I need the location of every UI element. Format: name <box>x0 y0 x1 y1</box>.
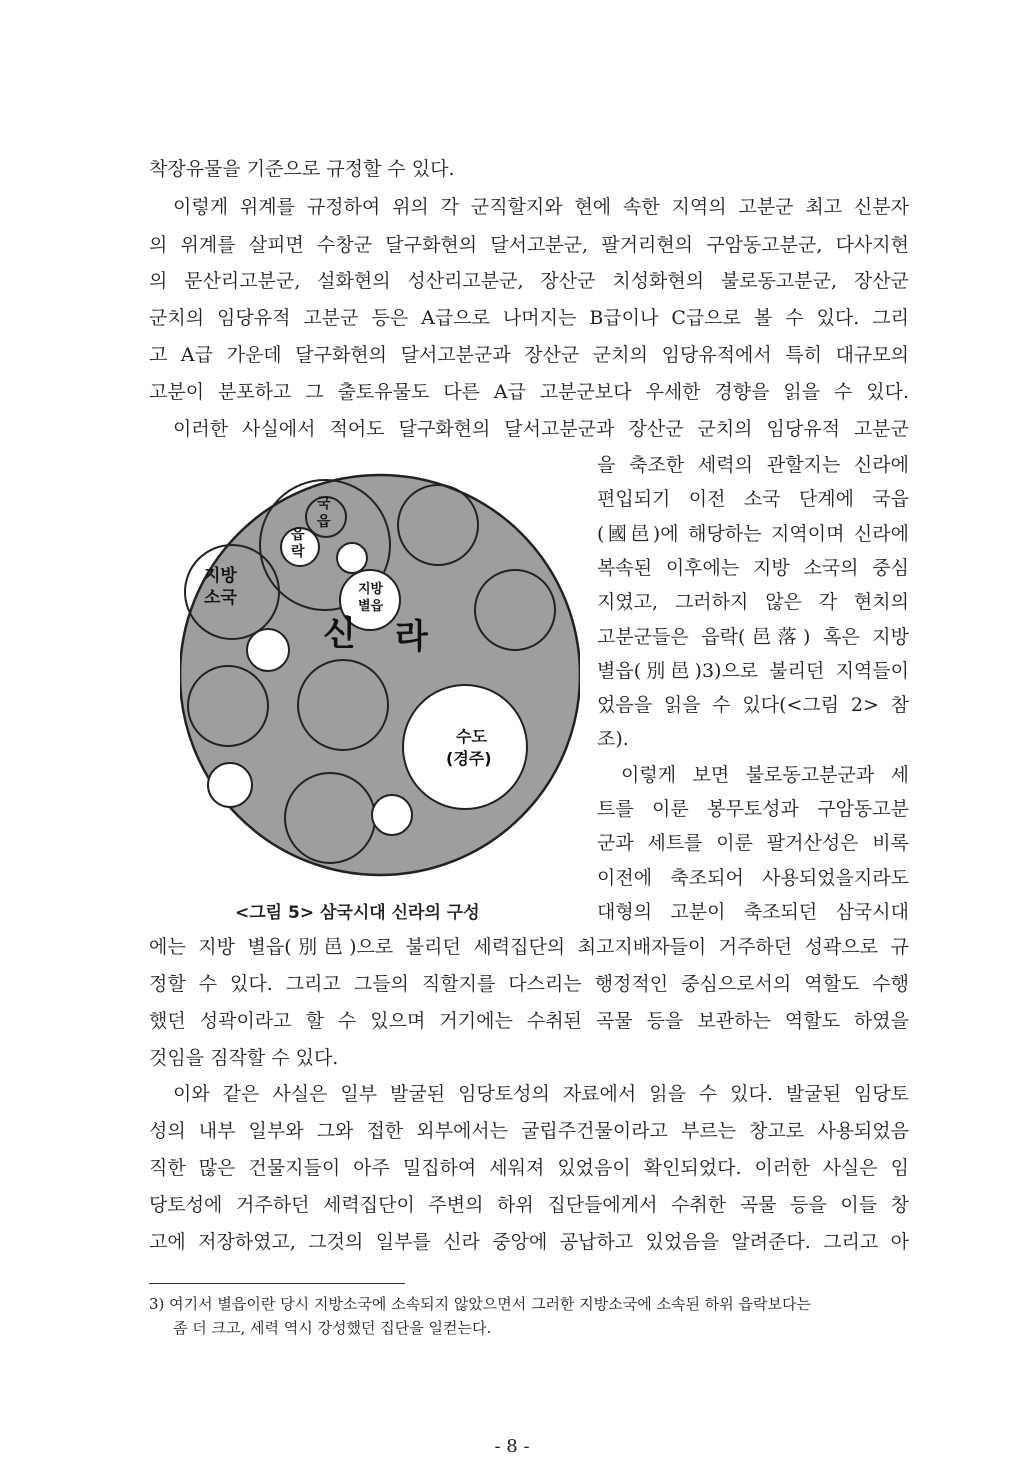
body-line: 당토성에 거주하던 세력집단이 주변의 하위 집단들에게서 수취한 곡물 등을 이들 창 <box>149 1194 909 1216</box>
footnote-line: 좀 더 크고, 세력 역시 강성했던 집단을 일컫는다. <box>173 1319 492 1337</box>
small-white-circle <box>208 763 252 807</box>
side-line: 조). <box>597 728 629 750</box>
small-white-circle <box>337 543 367 573</box>
body-line: 착장유물을 기준으로 규정할 수 있다. <box>149 158 455 180</box>
label-gukeup-1: 국 <box>317 496 331 512</box>
side-line: 고분군들은 읍락(邑落) 혹은 지방 <box>597 626 909 648</box>
body-line: 고 A급 가운데 달구화현의 달서고분군과 장산군 군치의 임당유적에서 특히 대규모의 <box>149 344 909 366</box>
side-line: 복속된 이후에는 지방 소국의 중심 <box>597 557 909 579</box>
body-line: 의 문산리고분군, 설화현의 성산리고분군, 장산군 치성화현의 불로동고분군, 장산군 <box>149 270 909 292</box>
label-capital-2: (경주) <box>446 749 492 768</box>
body-line: 고분이 분포하고 그 출토유물도 다른 A급 고분군보다 우세한 경향을 읽을 수 있다. <box>149 381 909 403</box>
body-line: 정할 수 있다. 그리고 그들의 직할지를 다스리는 행정적인 중심으로서의 역할도 수행 <box>149 973 909 995</box>
body-line: 이와 같은 사실은 일부 발굴된 임당토성의 자료에서 읽을 수 있다. 발굴된 임당토 <box>173 1083 909 1105</box>
footnote-rule <box>149 1283 405 1284</box>
small-white-circle <box>247 629 289 671</box>
label-gukeup-2: 읍 <box>317 514 331 530</box>
body-line: 의 위계를 살피면 수창군 달구화현의 달서고분군, 팔거리현의 구암동고분군, 다사지현 <box>149 234 909 256</box>
silla-structure-diagram <box>180 450 580 890</box>
body-line: 것임을 짐작할 수 있다. <box>149 1047 339 1069</box>
label-jibang-soguk-2: 소국 <box>204 588 237 608</box>
label-silla-1: 신 <box>323 614 356 654</box>
side-line: 이렇게 보면 불로동고분군과 세 <box>621 764 909 786</box>
side-line: (國邑)에 해당하는 지역이며 신라에 <box>597 523 909 545</box>
figure-caption: <그림 5> 삼국시대 신라의 구성 <box>235 903 480 923</box>
side-line: 편입되기 이전 소국 단계에 국읍 <box>597 488 909 510</box>
side-line: 대형의 고분이 축조되던 삼국시대 <box>597 901 909 923</box>
label-jibang-soguk-1: 지방 <box>204 566 237 586</box>
label-jibang-byeol-1: 지방 <box>358 582 384 597</box>
body-line: 했던 성곽이라고 할 수 있으며 거기에는 수취된 곡물 등을 보관하는 역할도 하였을 <box>149 1010 909 1032</box>
label-silla-2: 라 <box>395 617 428 657</box>
body-line: 직한 많은 건물지들이 아주 밀집하여 세워져 있었음이 확인되었다. 이러한 사실은 임 <box>149 1157 909 1179</box>
side-line: 을 축조한 세력의 관할지는 신라에 <box>597 454 909 476</box>
label-eumnak-1: 읍 <box>291 527 305 543</box>
body-line: 군치의 임당유적 고분군 등은 A급으로 나머지는 B급이나 C급으로 볼 수 있다. 그리 <box>149 307 909 329</box>
page-number: - 8 - <box>494 1436 530 1457</box>
body-line: 고에 저장하였고, 그것의 일부를 신라 중앙에 공납하고 있었음을 알려준다. 그리고 아 <box>149 1231 909 1253</box>
capital-circle <box>403 685 527 809</box>
label-capital-1: 수도 <box>456 727 487 746</box>
side-line: 별읍(別邑)3)으로 불리던 지역들이 <box>597 660 909 682</box>
side-line: 트를 이룬 봉무토성과 구암동고분 <box>597 798 909 820</box>
body-line: 에는 지방 별읍(別邑)으로 불리던 세력집단의 최고지배자들이 거주하던 성곽으로 규 <box>149 936 909 958</box>
side-line: 지였고, 그러하지 않은 각 현치의 <box>597 591 909 613</box>
body-line: 이렇게 위계를 규정하여 위의 각 군직할지와 현에 속한 지역의 고분군 최고 신분자 <box>173 196 909 218</box>
label-eumnak-2: 락 <box>291 544 305 560</box>
footnote-line: 3) 여기서 별읍이란 당시 지방소국에 소속되지 않았으면서 그러한 지방소국에 소속된 하위 읍락보다는 <box>149 1295 811 1313</box>
body-line: 성의 내부 일부와 그와 접한 외부에서는 굴립주건물이라고 부르는 창고로 사용되었음 <box>149 1120 909 1142</box>
small-white-circle <box>372 795 412 835</box>
side-line: 군과 세트를 이룬 팔거산성은 비록 <box>597 832 909 854</box>
side-line: 이전에 축조되어 사용되었을지라도 <box>597 867 909 889</box>
label-jibang-byeol-2: 별읍 <box>358 599 384 614</box>
side-line: 었음을 읽을 수 있다(<그림 2> 참 <box>597 694 909 716</box>
body-line: 이러한 사실에서 적어도 달구화현의 달서고분군과 장산군 군치의 임당유적 고분군 <box>173 418 909 440</box>
